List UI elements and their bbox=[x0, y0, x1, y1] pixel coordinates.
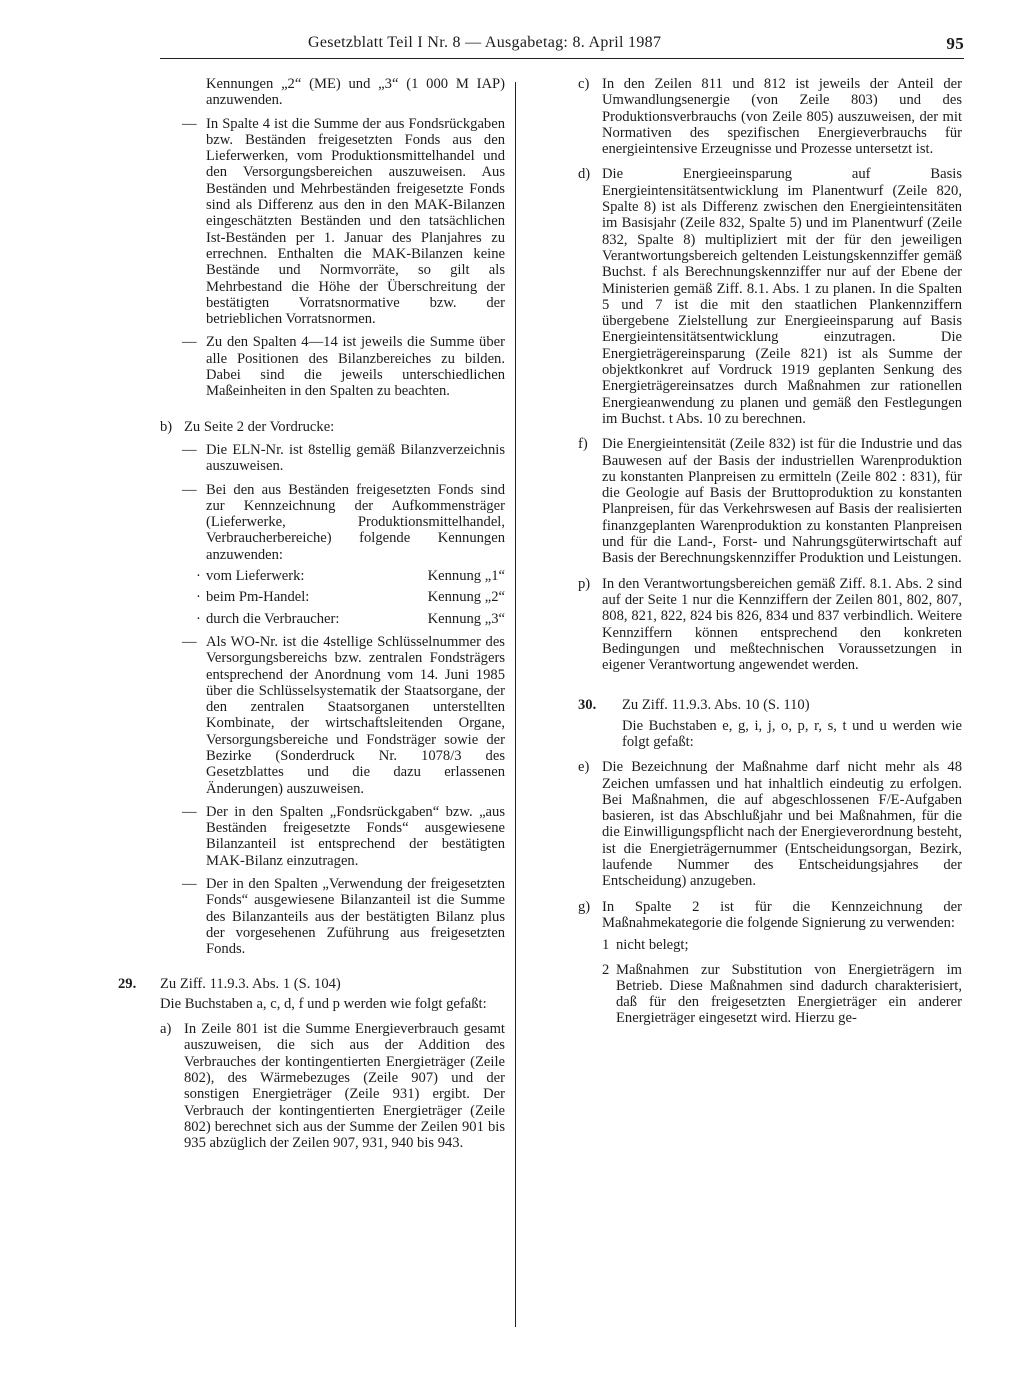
list-item bbox=[182, 441, 505, 475]
header-rule bbox=[160, 58, 964, 59]
kennung-row bbox=[196, 568, 505, 585]
list-item bbox=[578, 166, 962, 427]
list-item bbox=[578, 76, 962, 158]
dash-marker: — bbox=[182, 115, 197, 132]
list-item bbox=[182, 334, 505, 400]
page-number: 95 bbox=[946, 34, 964, 53]
section-intro: Die Buchstaben a, c, d, f und p werden wie folgt gefaßt: bbox=[160, 995, 487, 1012]
numbered-item-text: nicht belegt; bbox=[616, 937, 689, 954]
dot-marker: · bbox=[196, 568, 201, 585]
kennung-label: vom Lieferwerk: bbox=[206, 568, 305, 585]
list-item-text: In den Zeilen 811 und 812 ist jeweils der Anteil der Umwandlungsenergie (von Zeile 803) und des Produktionsverbrauchs (von Zeile 805) auszuweisen, der mit Normativen des spezifischen Energieverbrauchs für energieintensive Erzeugnisse und Prozesse untersetzt ist. bbox=[602, 76, 962, 158]
item-number: 2 bbox=[602, 961, 610, 978]
list-item bbox=[182, 876, 505, 958]
kennung-label: beim Pm-Handel: bbox=[206, 589, 310, 606]
list-item-text: In Spalte 4 ist die Summe der aus Fondsrückgaben bzw. Beständen freigesetzten Fonds aus den Lieferwerken, vom Produktionsmittelhandel und den Versorgungsbereichen auszuweisen. Aus Beständen und Mehrbeständen freigesetzte Fonds sind als Differenz aus den in den MAK-Bilanzen eingeschätzten Beständen und den tatsächlichen Ist-Beständen per 1. Januar des Planjahres zu errechnen. Enthalten die MAK-Bilanzen keine Bestände und Normvorräte, so gilt als Mehrbestand die Höhe der Überschreitung der bestätigten Vorratsnormative bzw. der betrieblichen Vorratsnormen. bbox=[206, 115, 505, 328]
numbered-item-text: Maßnahmen zur Substitution von Energieträgern im Betrieb. Diese Maßnahmen sind dadurch charakterisiert, daß für den freigesetzten Energieträger ein anderer Energieträger eingesetzt wird. Hierzu ge- bbox=[616, 961, 962, 1027]
section-30-heading bbox=[578, 697, 962, 713]
list-item-text: Die Bezeichnung der Maßnahme darf nicht mehr als 48 Zeichen umfassen und hat inhaltlich eindeutig zu erfolgen. Bei Maßnahmen, die auf abgeschlossenen F/E-Aufgaben basieren, ist das Abschlußjahr und bei Maßnahmen, für die die Einwilligungspflicht nach der Energieverordnung besteht, ist die Energieträgernummer (Entscheidungsorgan, Bezirk, laufende Nummer des Entscheidungsjahres der Entscheidung) anzugeben. bbox=[602, 759, 962, 890]
left-column bbox=[118, 76, 505, 1152]
kennung-value: Kennung „1“ bbox=[427, 568, 505, 585]
list-item bbox=[578, 436, 962, 567]
list-item-text: In Spalte 2 ist für die Kennzeichnung der Maßnahmekategorie die folgende Signierung zu verwenden: bbox=[602, 898, 962, 931]
dash-marker: — bbox=[182, 633, 197, 650]
kennung-label: durch die Verbraucher: bbox=[206, 610, 340, 627]
list-item bbox=[578, 575, 962, 674]
item-marker: b) bbox=[160, 418, 173, 435]
item-marker: f) bbox=[578, 436, 588, 453]
dash-marker: — bbox=[182, 876, 197, 893]
kennung-row bbox=[196, 610, 505, 627]
kennung-row bbox=[196, 589, 505, 606]
section-title: Zu Ziff. 11.9.3. Abs. 1 (S. 104) bbox=[160, 975, 341, 992]
list-item-text: Bei den aus Beständen freigesetzten Fonds sind zur Kennzeichnung der Aufkommensträger (Lieferwerke, Produktionsmittelhandel, Verbraucherbereiche) folgende Kennungen anzuwenden: bbox=[206, 481, 505, 563]
list-item bbox=[182, 803, 505, 869]
dash-marker: — bbox=[182, 803, 197, 820]
list-item-text: Der in den Spalten „Verwendung der freigesetzten Fonds“ ausgewiesene Bilanzanteil ist die Summe des Bilanzanteils aus der bestätigten Bilanz plus der vorgesehenen Zuführung aus freigesetzten Fonds. bbox=[206, 876, 505, 958]
section-number: 30. bbox=[578, 697, 597, 714]
item-marker: a) bbox=[160, 1021, 172, 1038]
list-item-text: Die Energieeinsparung auf Basis Energieintensitätsentwicklung im Planentwurf (Zeile 820, Spalte 8) ist als Differenz zwischen den Energieintensitäten im Basisjahr (Zeile 832, Spalte 5) und im Planentwurf (Zeile 832, Spalte 8) multipliziert mit der für den jeweiligen Verantwortungsbereich geltenden Leistungskennziffer gemäß Buchst. f als Berechnungskennziffer nur auf der Ebene der Ministerien gemäß Ziff. 8.1. Abs. 1 zu planen. In die Spalten 5 und 7 ist die mit den staatlichen Plankennziffern übergebene Zielstellung zur Energieeinsparung auf Basis Energieintensitätsentwicklung einzutragen. Die Energieträgereinsparung (Zeile 821) ist als Summe der objektkonkret auf Vordruck 1919 geplanten Senkung des Energieträgereinsatzes durch Maßnahmen zur rationellen Energieanwendung zu planen und gemäß den Festlegungen im Buchst. t Abs. 10 zu berechnen. bbox=[602, 166, 962, 427]
list-item bbox=[182, 481, 505, 563]
section-title: Zu Ziff. 11.9.3. Abs. 10 (S. 110) bbox=[622, 697, 810, 714]
subsection-heading: Zu Seite 2 der Vordrucke: bbox=[184, 418, 335, 435]
section-number: 29. bbox=[118, 975, 137, 992]
subsection-b bbox=[160, 418, 505, 435]
list-item-text: Die ELN-Nr. ist 8stellig gemäß Bilanzverzeichnis auszuweisen. bbox=[206, 441, 505, 475]
list-item bbox=[182, 115, 505, 328]
dash-marker: — bbox=[182, 441, 197, 458]
item-marker: c) bbox=[578, 76, 590, 92]
list-item-text: Die Energieintensität (Zeile 832) ist für die Industrie und das Bauwesen auf der Basis der industriellen Warenproduktion zu konstanten Planpreisen zu ermitteln (Zeile 802 : 831), für die Geologie auf Basis der Bruttoproduktion zu konstanten Planpreisen, für das Verkehrswesen auf Basis der realisierten finanzgeplanten Warenproduktion zu konstanten Planpreisen und für die Land-, Forst- und Nahrungsgüterwirtschaft auf Basis der Berechnungskennziffer Produktion und Leistungen. bbox=[602, 436, 962, 567]
item-marker: d) bbox=[578, 166, 591, 183]
dot-marker: · bbox=[196, 610, 201, 627]
dot-marker: · bbox=[196, 589, 201, 606]
numbered-item bbox=[602, 937, 962, 953]
continued-text: Kennungen „2“ (ME) und „3“ (1 000 M IAP) anzuwenden. bbox=[206, 76, 505, 109]
list-item-text: Als WO-Nr. ist die 4stellige Schlüsselnummer des Versorgungsbereichs bzw. zentralen Fondsträgers entsprechend der Anordnung vom 14. Juni 1985 über die Schlüsselsystematik der Staatsorgane, der den zentralen Staatsorganen unterstellten Kombinate, der wirtschaftsleitenden Organe, Versorgungsbereiche und Fondsträger sowie der Bezirke (Sonderdruck Nr. 1078/3 des Gesetzblattes und die dazu erlassenen Änderungen) auszuweisen. bbox=[206, 633, 505, 797]
list-item-text: In den Verantwortungsbereichen gemäß Ziff. 8.1. Abs. 2 sind auf der Seite 1 nur die Kennziffern der Zeilen 801, 802, 807, 808, 821, 822, 824 bis 826, 834 und 837 verbindlich. Weitere Kennziffern können entsprechend den konkreten Bedingungen und meßtechnischen Voraussetzungen in eigener Verantwortung angewendet werden. bbox=[602, 575, 962, 674]
list-item-text: Zu den Spalten 4—14 ist jeweils die Summe über alle Positionen des Bilanzbereiches zu bilden. Dabei sind die jeweils unterschiedlichen Maßeinheiten in den Spalten zu beachten. bbox=[206, 334, 505, 400]
list-item bbox=[578, 898, 962, 932]
kennung-value: Kennung „3“ bbox=[427, 610, 505, 627]
column-divider bbox=[515, 82, 516, 1327]
list-item bbox=[182, 633, 505, 797]
item-marker: e) bbox=[578, 759, 590, 776]
right-column bbox=[578, 76, 962, 1027]
kennung-value: Kennung „2“ bbox=[427, 589, 505, 606]
list-item-text: Der in den Spalten „Fondsrückgaben“ bzw. „aus Beständen freigesetzte Fonds“ ausgewiesene Bilanzanteil ist entsprechend der bestätigten MAK-Bilanz einzutragen. bbox=[206, 803, 505, 869]
section-intro: Die Buchstaben e, g, i, j, o, p, r, s, t und u werden wie folgt gefaßt: bbox=[622, 717, 962, 750]
item-marker: g) bbox=[578, 898, 591, 915]
list-item-text: In Zeile 801 ist die Summe Energieverbrauch gesamt auszuweisen, die sich aus der Addition des Verbrauches der kontingentierten Energieträger (Zeile 802), des Wärmebezuges (Zeile 907) und der sonstigen Energieträger (Zeile 931) ergibt. Der Verbrauch der kontingentierten Energieträger (Zeile 802) berechnet sich aus der Summe der Zeilen 901 bis 935 abzüglich der Zeilen 907, 931, 940 bis 943. bbox=[184, 1021, 505, 1152]
header-title: Gesetzblatt Teil I Nr. 8 — Ausgabetag: 8. April 1987 bbox=[308, 34, 662, 51]
list-item bbox=[578, 759, 962, 890]
dash-marker: — bbox=[182, 481, 197, 498]
list-item bbox=[160, 1021, 505, 1152]
section-29-heading bbox=[118, 975, 505, 992]
item-marker: p) bbox=[578, 575, 591, 592]
item-number: 1 bbox=[602, 937, 610, 954]
numbered-item bbox=[602, 962, 962, 1027]
dash-marker: — bbox=[182, 334, 197, 351]
